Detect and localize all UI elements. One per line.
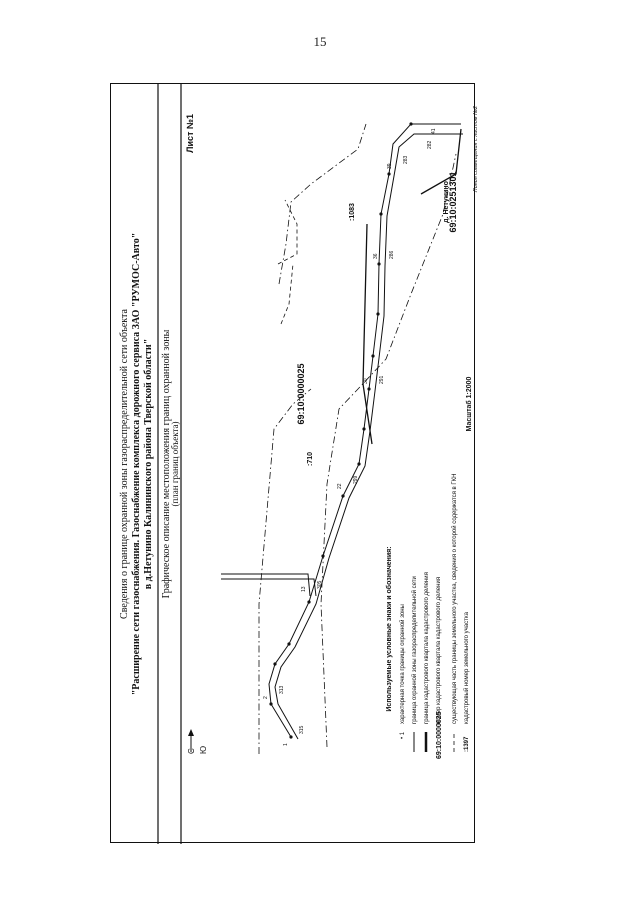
point-label: 2 [263,696,269,699]
scale-label: Масштаб 1:2000 [466,376,473,432]
point-label: 13 [301,586,307,592]
point-label: 39 [387,163,393,169]
legend-text-existing: существующая часть границы земельного участка, сведения о которой содержатся в ГКН [452,473,458,724]
point-label: 282 [427,140,433,149]
point-label: 41 [431,128,437,134]
legend-text-number: номер кадастрового квартала кадастрового деления [436,576,442,724]
compass-north: С [187,748,196,754]
point-label: 283 [403,155,409,164]
protection-zone-boundary [269,124,463,739]
legend-symbol-point: • 1 [400,731,406,739]
parcel-boundary [278,200,297,324]
legend-symbol-parcel: :1397 [464,736,470,752]
parcel-710: :710 [307,451,314,467]
point-label: 299 [353,475,359,484]
point-label: 36 [373,253,379,259]
parcel-1083: :1083 [349,203,356,221]
road-line [363,224,372,444]
sheet-label: Лист №1 [185,114,195,153]
legend-text-quarter: граница кадастрового квартала кадастрового деления [424,572,430,724]
plan-drawing [111,84,479,844]
legend-text-parcel: кадастровый номер земельного участка [464,612,470,724]
legend-text-zone: граница охранной зоны газораспределительной сети [412,576,418,724]
header-line-1: Сведения о границе охранной зоны газораспределительной сети объекта [119,309,130,619]
compass-south: Ю [199,745,208,754]
point-label: 1 [283,743,289,746]
point-label: 22 [337,483,343,489]
cadastral-block-secondary: 69:10:0251301 [448,171,458,233]
compass [187,729,208,754]
match-line-note: Линия совмещения с листом №2 [473,105,479,193]
section-title: Графическое описание местоположения границ охранной зоны [161,329,172,599]
legend-symbol-number: 69:10:0000025 [436,711,443,759]
page-number: 15 [313,34,327,49]
header-line-3: в д.Нетунино Калининского района Тверской области" [143,338,154,590]
legend-text-point: характерная точка границы охранной зоны [400,604,406,724]
point-label: 30 [363,378,369,384]
village-label: д. Нетунино [443,181,450,223]
point-label: 313 [279,685,285,694]
point-label: 286 [389,250,395,259]
legend [385,474,470,759]
section-subtitle: (план границ объекта) [170,421,180,507]
point-label: 315 [299,725,305,734]
plan-sheet [110,83,479,843]
header-line-2: "Расширение сети газоснабжения. Газоснабжение комплекса дорожного сервиса ЗАО "РУМОС-Авто" [131,232,142,696]
point-label: 291 [379,375,385,384]
point-label: 305 [317,580,323,589]
cadastral-block-main: 69:10:0000025 [296,363,306,425]
legend-title: Используемые условные знаки и обозначения: [386,546,393,712]
